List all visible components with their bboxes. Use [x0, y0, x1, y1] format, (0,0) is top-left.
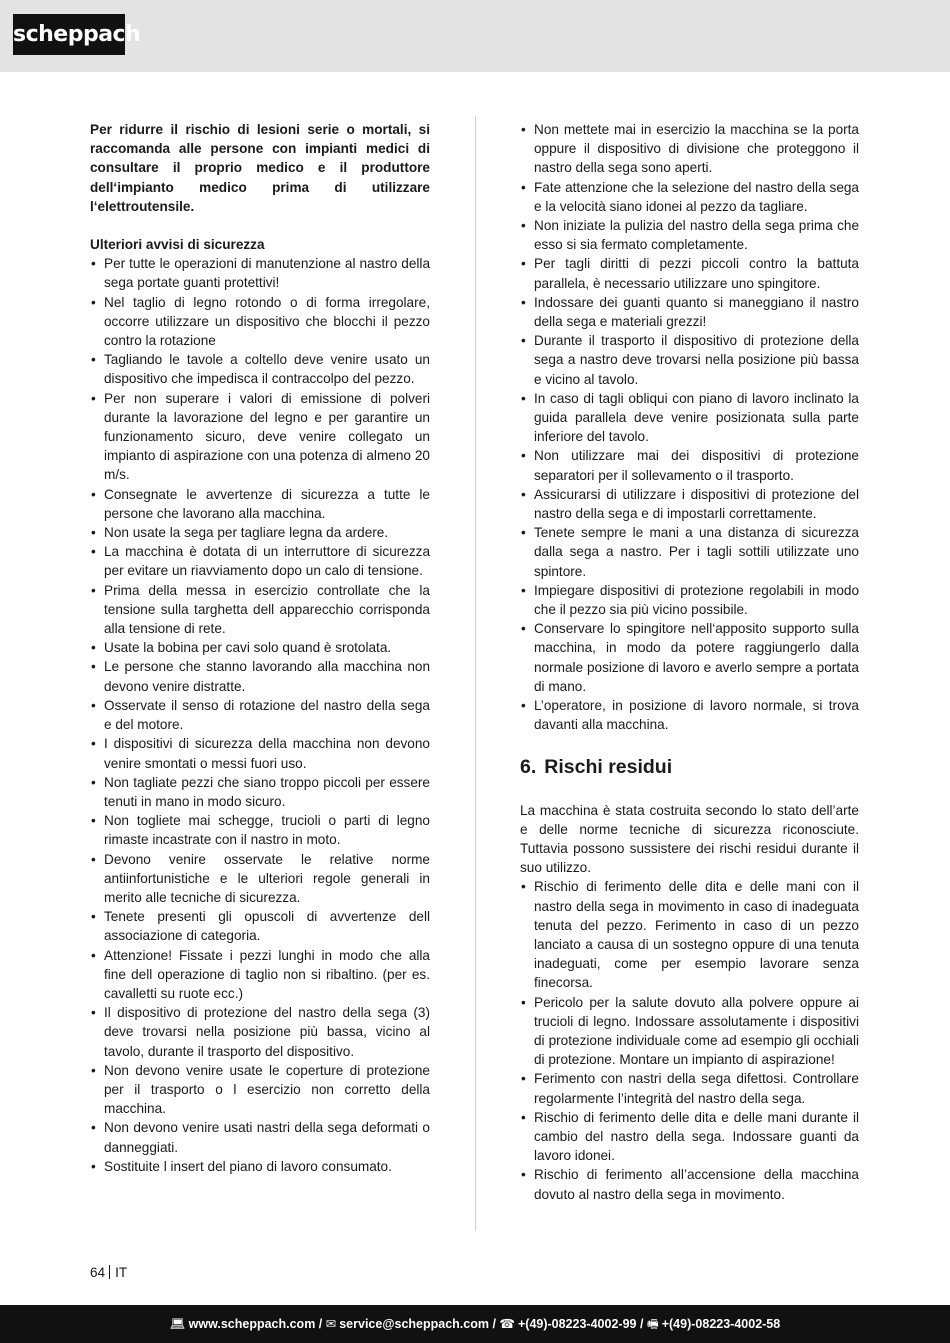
- list-item: • I dispositivi di sicurezza della macchina non devono venire smontati o messi fuori uso.: [90, 734, 430, 772]
- column-divider: [475, 116, 476, 1231]
- list-item: • Le persone che stanno lavorando alla macchina non devono venire distratte.: [90, 657, 430, 695]
- page-footer: [0, 1305, 950, 1343]
- list-item: • Fate attenzione che la selezione del nastro della sega e la velocità siano idonei al pezzo da tagliare.: [520, 178, 859, 216]
- safety-list-continued: [520, 120, 859, 735]
- list-item: • Prima della messa in esercizio controllate che la tensione sulla targhetta dell apparecchio corrisponda alla tensione di rete.: [90, 581, 430, 639]
- section-heading: [520, 755, 859, 779]
- footer-fax: +(49)-08223-4002-58: [661, 1317, 781, 1331]
- footer-separator: /: [636, 1317, 647, 1331]
- list-item: • Consegnate le avvertenze di sicurezza a tutte le persone che lavorano alla macchina.: [90, 485, 430, 523]
- list-item: • Ferimento con nastri della sega difettosi. Controllare regolarmente l’integrità del nastro della sega.: [520, 1069, 859, 1107]
- further-safety-heading: Ulteriori avvisi di sicurezza: [90, 237, 265, 253]
- list-item: • Osservate il senso di rotazione del nastro della sega e del motore.: [90, 696, 430, 734]
- page-number-separator: [109, 1265, 110, 1279]
- residual-risks-intro: La macchina è stata costruita secondo lo stato dell’arte e delle norme tecniche di sicurezza riconosciute. Tuttavia possono sussistere dei rischi residui durante il suo utilizzo.: [520, 802, 859, 876]
- list-item: • Non iniziate la pulizia del nastro della sega prima che esso si sia fermato completamente.: [520, 216, 859, 254]
- list-item: • Conservare lo spingitore nell‘apposito supporto sulla macchina, in modo da potere raggiungerlo dalla normale posizione di lavoro e averlo sempre a portata di mano.: [520, 619, 859, 696]
- list-item: • Indossare dei guanti quanto si maneggiano il nastro della sega e materiali grezzi!: [520, 293, 859, 331]
- list-item: • In caso di tagli obliqui con piano di lavoro inclinato la guida parallela deve venire posizionata sulla parte inferiore del tavolo.: [520, 389, 859, 447]
- list-item: • Rischio di ferimento delle dita e delle mani durante il cambio del nastro della sega. Indossare guanti da lavoro idonei.: [520, 1108, 859, 1166]
- list-item: • Rischio di ferimento delle dita e delle mani con il nastro della sega in movimento in caso di inadeguata tenuta del pezzo. Ferimento in caso di un pezzo lanciato a causa di un sostegno oppure di una tenuta inadeguati, come per esempio lavorare senza finecorsa.: [520, 877, 859, 992]
- list-item: • Tenete presenti gli opuscoli di avvertenze dell associazione di categoria.: [90, 907, 430, 945]
- footer-phone: +(49)-08223-4002-99: [517, 1317, 637, 1331]
- footer-website[interactable]: www.scheppach.com: [188, 1317, 316, 1331]
- list-item: • Non tagliate pezzi che siano troppo piccoli per essere tenuti in mano in modo sicuro.: [90, 773, 430, 811]
- footer-email[interactable]: service@scheppach.com: [339, 1317, 489, 1331]
- scheppach-logo: scheppach: [13, 14, 125, 55]
- list-item: • La macchina è dotata di un interruttore di sicurezza per evitare un riavviamento dopo un calo di tensione.: [90, 542, 430, 580]
- further-safety-list: [90, 254, 430, 1176]
- list-item: • Pericolo per la salute dovuto alla polvere oppure ai trucioli di legno. Indossare assolutamente i dispositivi di protezione individuale come ad esempio gli occhiali di protezione. Montare un impianto di aspirazione!: [520, 993, 859, 1070]
- list-item: • Per non superare i valori di emissione di polveri durante la lavorazione del legno e per garantire un funzionamento sicuro, deve venire collegato un impianto di aspirazione con una potenza di almeno 20 m/s.: [90, 389, 430, 485]
- list-item: • Usate la bobina per cavi solo quand è srotolata.: [90, 638, 430, 657]
- list-item: • Il dispositivo di protezione del nastro della sega (3) deve trovarsi nella posizione più bassa, vicino al tavolo, durante il trasporto del dispositivo.: [90, 1003, 430, 1061]
- section-title: Rischi residui: [544, 755, 673, 778]
- mail-icon: ✉︎: [325, 1317, 337, 1331]
- list-item: • Non utilizzare mai dei dispositivi di protezione separatori per il sollevamento o il trasporto.: [520, 446, 859, 484]
- list-item: • Nel taglio di legno rotondo o di forma irregolare, occorre utilizzare un dispositivo che blocchi il pezzo contro la rotazione: [90, 293, 430, 351]
- computer-icon: 💻︎: [169, 1317, 186, 1331]
- section-number: 6.: [520, 755, 537, 778]
- list-item: • Per tagli diritti di pezzi piccoli contro la battuta parallela, è necessario utilizzare uno spingitore.: [520, 254, 859, 292]
- list-item: • Non mettete mai in esercizio la macchina se la porta oppure il dispositivo di divisione che proteggono il nastro della sega sono aperti.: [520, 120, 859, 178]
- page-number-value: 64: [90, 1265, 106, 1280]
- medical-implant-warning: Per ridurre il rischio di lesioni serie o mortali, si raccomanda alle persone con impianti medici di consultare il proprio medico e il produttore dell‘impianto medico prima di utilizzare l‘elettroutensile.: [90, 122, 430, 214]
- list-item: • Non togliete mai schegge, trucioli o parti di legno rimaste incastrate con il nastro in moto.: [90, 811, 430, 849]
- residual-risks-list: [520, 877, 859, 1203]
- page-header: [0, 0, 950, 72]
- list-item: • Impiegare dispositivi di protezione regolabili in modo che il pezzo sia più vicino possibile.: [520, 581, 859, 619]
- list-item: • Rischio di ferimento all’accensione della macchina dovuto al nastro della sega in movimento.: [520, 1165, 859, 1203]
- list-item: • L’operatore, in posizione di lavoro normale, si trova davanti alla macchina.: [520, 696, 859, 734]
- list-item: • Non devono venire usati nastri della sega deformati o danneggiati.: [90, 1118, 430, 1156]
- list-item: • Tagliando le tavole a coltello deve venire usato un dispositivo che impedisca il contraccolpo del pezzo.: [90, 350, 430, 388]
- list-item: • Sostituite l insert del piano di lavoro consumato.: [90, 1157, 430, 1176]
- list-item: • Assicurarsi di utilizzare i dispositivi di protezione del nastro della sega e di impostarli correttamente.: [520, 485, 859, 523]
- left-column: [90, 120, 430, 1176]
- list-item: • Per tutte le operazioni di manutenzione al nastro della sega portate guanti protettivi!: [90, 254, 430, 292]
- list-item: • Non devono venire usate le coperture di protezione per il trasporto o l esercizio non corretto della macchina.: [90, 1061, 430, 1119]
- list-item: • Attenzione! Fissate i pezzi lunghi in modo che alla fine dell operazione di taglio non si ribaltino. (per es. cavalletti su ruote ecc.): [90, 946, 430, 1004]
- footer-separator: /: [315, 1317, 326, 1331]
- footer-separator: /: [488, 1317, 500, 1331]
- list-item: • Devono venire osservate le relative norme antiinfortunistiche e le ulteriori regole generali in merito alle tecniche di sicurezza.: [90, 850, 430, 908]
- list-item: • Non usate la sega per tagliare legna da ardere.: [90, 523, 430, 542]
- right-column: [520, 120, 859, 1204]
- page-language: IT: [115, 1265, 128, 1280]
- fax-icon: 🖷︎: [646, 1317, 659, 1331]
- page-number: [90, 1265, 127, 1281]
- list-item: • Tenete sempre le mani a una distanza di sicurezza dalla sega a nastro. Per i tagli sottili utilizzate uno spintore.: [520, 523, 859, 581]
- phone-icon: ☎︎: [499, 1317, 515, 1331]
- list-item: • Durante il trasporto il dispositivo di protezione della sega a nastro deve trovarsi nella posizione più bassa e vicino al tavolo.: [520, 331, 859, 389]
